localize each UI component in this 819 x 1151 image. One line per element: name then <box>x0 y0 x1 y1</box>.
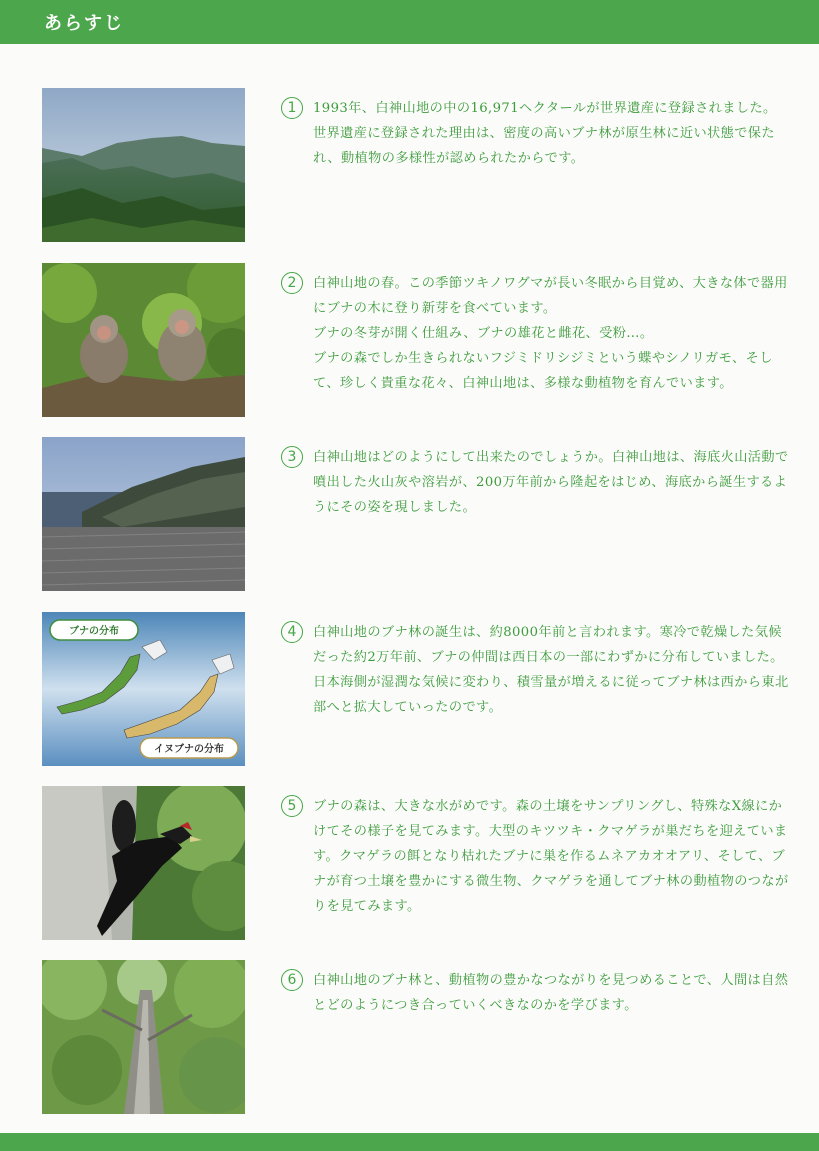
seafloor-uplift-illustration <box>42 437 245 591</box>
section-text: 白神山地の春。この季節ツキノワグマが長い冬眠から目覚め、大きな体で器用にブナの木に登り新芽を食べています。 ブナの冬芽が開く仕組み、ブナの雄花と雌花、受粉…。 ブナの森でしか生きられないフジミドリシジミという蝶やシノリガモ、そして、珍しく貴重な花々、白神山地は、多様な動植物を育んでいます。 <box>313 276 788 391</box>
monkeys-photo <box>42 263 245 417</box>
section-text: 1993年、白神山地の中の16,971ヘクタールが世界遺産に登録されました。世界遺産に登録された理由は、密度の高いブナ林が原生林に近い状態で保たれ、動植物の多様性が認められたからです。 <box>313 101 777 166</box>
footer-bar <box>0 1133 819 1151</box>
section-text: 白神山地はどのようにして出来たのでしょうか。白神山地は、海底火山活動で噴出した火山灰や溶岩が、200万年前から隆起をはじめ、海底から誕生するようにその姿を現しました。 <box>313 450 789 515</box>
section-text: 白神山地のブナ林の誕生は、約8000年前と言われます。寒冷で乾燥した気候だった約2万年前、ブナの仲間は西日本の一部にわずかに分布していました。日本海側が湿潤な気候に変わり、積雪量が増えるに従ってブナ林は西から東北部へと拡大していったのです。 <box>313 625 789 715</box>
beech-trunk-photo <box>42 960 245 1114</box>
section-text: ブナの森は、大きな水がめです。森の土壌をサンプリングし、特殊なX線にかけてその様子を見てみます。大型のキツツキ・クマゲラが巣だちを迎えています。クマゲラの餌となり枯れたブナに巣を作るムネアカオオアリ、そして、ブナが育つ土壌を豊かにする微生物、クマゲラを通してブナ林の動植物のつながりを見てみます。 <box>313 799 789 914</box>
section-text: 白神山地のブナ林と、動植物の豊かなつながりを見つめることで、人間は自然とどのようにつき合っていくべきなのかを学びます。 <box>313 973 789 1013</box>
beech-distribution-map <box>42 612 245 766</box>
section-number-badge: 2 <box>281 272 303 294</box>
header-bar <box>0 0 819 44</box>
map-label-inubuna: イヌブナの分布 <box>154 744 224 755</box>
section-number-badge: 4 <box>281 621 303 643</box>
section-number-badge: 1 <box>281 97 303 119</box>
page-title: あらすじ <box>44 13 124 34</box>
section-number-badge: 5 <box>281 795 303 817</box>
section-number-badge: 6 <box>281 969 303 991</box>
section-number-badge: 3 <box>281 446 303 468</box>
map-label-buna: ブナの分布 <box>69 626 119 637</box>
mountain-photo <box>42 88 245 242</box>
woodpecker-photo <box>42 786 245 940</box>
